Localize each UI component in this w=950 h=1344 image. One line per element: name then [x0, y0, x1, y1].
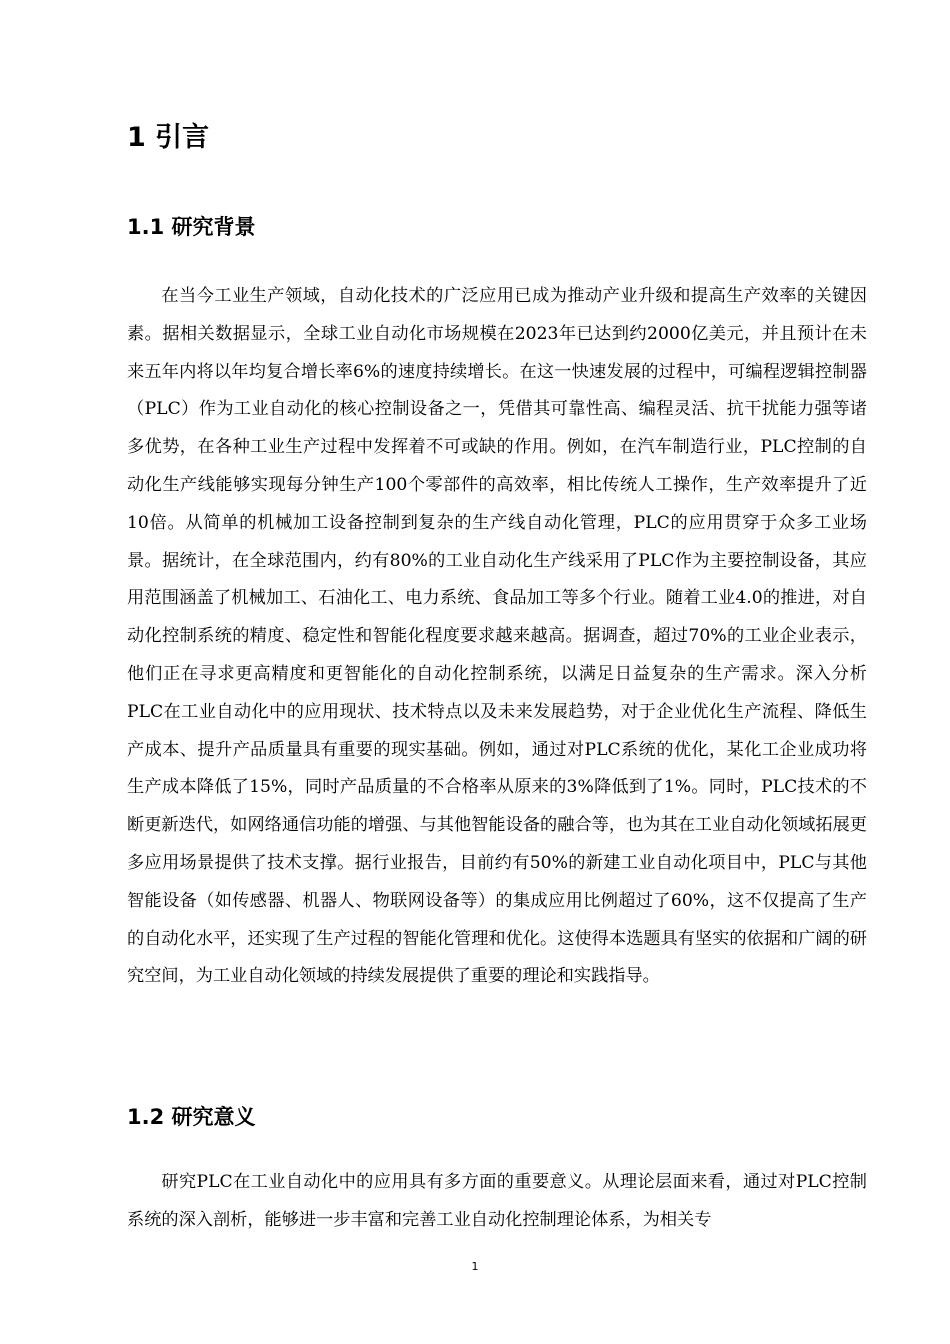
section-heading-background: 1.1 研究背景 — [127, 215, 256, 239]
section-paragraph-background: 在当今工业生产领域，自动化技术的广泛应用已成为推动产业升级和提高生产效率的关键因素。据相关数据显示，全球工业自动化市场规模在2023年已达到约2000亿美元，并且预计在未来五年内将以年均复合增长率6%的速度持续增长。在这一快速发展的过程中，可编程逻辑控制器（PLC）作为工业自动化的核心控制设备之一，凭借其可靠性高、编程灵活、抗干扰能力强等诸多优势，在各种工业生产过程中发挥着不可或缺的作用。例如，在汽车制造行业，PLC控制的自动化生产线能够实现每分钟生产100个零部件的高效率，相比传统人工操作，生产效率提升了近10倍。从简单的机械加工设备控制到复杂的生产线自动化管理，PLC的应用贯穿于众多工业场景。据统计，在全球范围内，约有80%的工业自动化生产线采用了PLC作为主要控制设备，其应用范围涵盖了机械加工、石油化工、电力系统、食品加工等多个行业。随着工业4.0的推进，对自动化控制系统的精度、稳定性和智能化程度要求越来越高。据调查，超过70%的工业企业表示，他们正在寻求更高精度和更智能化的自动化控制系统，以满足日益复杂的生产需求。深入分析PLC在工业自动化中的应用现状、技术特点以及未来发展趋势，对于企业优化生产流程、降低生产成本、提升产品质量具有重要的现实基础。例如，通过对PLC系统的优化，某化工企业成功将生产成本降低了15%，同时产品质量的不合格率从原来的3%降低到了1%。同时，PLC技术的不断更新迭代，如网络通信功能的增强、与其他智能设备的融合等，也为其在工业自动化领域拓展更多应用场景提供了技术支撑。据行业报告，目前约有50%的新建工业自动化项目中，PLC与其他智能设备（如传感器、机器人、物联网设备等）的集成应用比例超过了60%，这不仅提高了生产的自动化水平，还实现了生产过程的智能化管理和优化。这使得本选题具有坚实的依据和广阔的研究空间，为工业自动化领域的持续发展提供了重要的理论和实践指导。 — [127, 286, 867, 987]
chapter-title: 1 引言 — [127, 122, 210, 153]
page-number: 1 — [471, 1260, 479, 1273]
section-heading-significance: 1.2 研究意义 — [127, 1105, 256, 1129]
section-paragraph-significance: 研究PLC在工业自动化中的应用具有多方面的重要意义。从理论层面来看，通过对PLC控制系统的深入剖析，能够进一步丰富和完善工业自动化控制理论体系，为相关专 — [127, 1172, 867, 1230]
